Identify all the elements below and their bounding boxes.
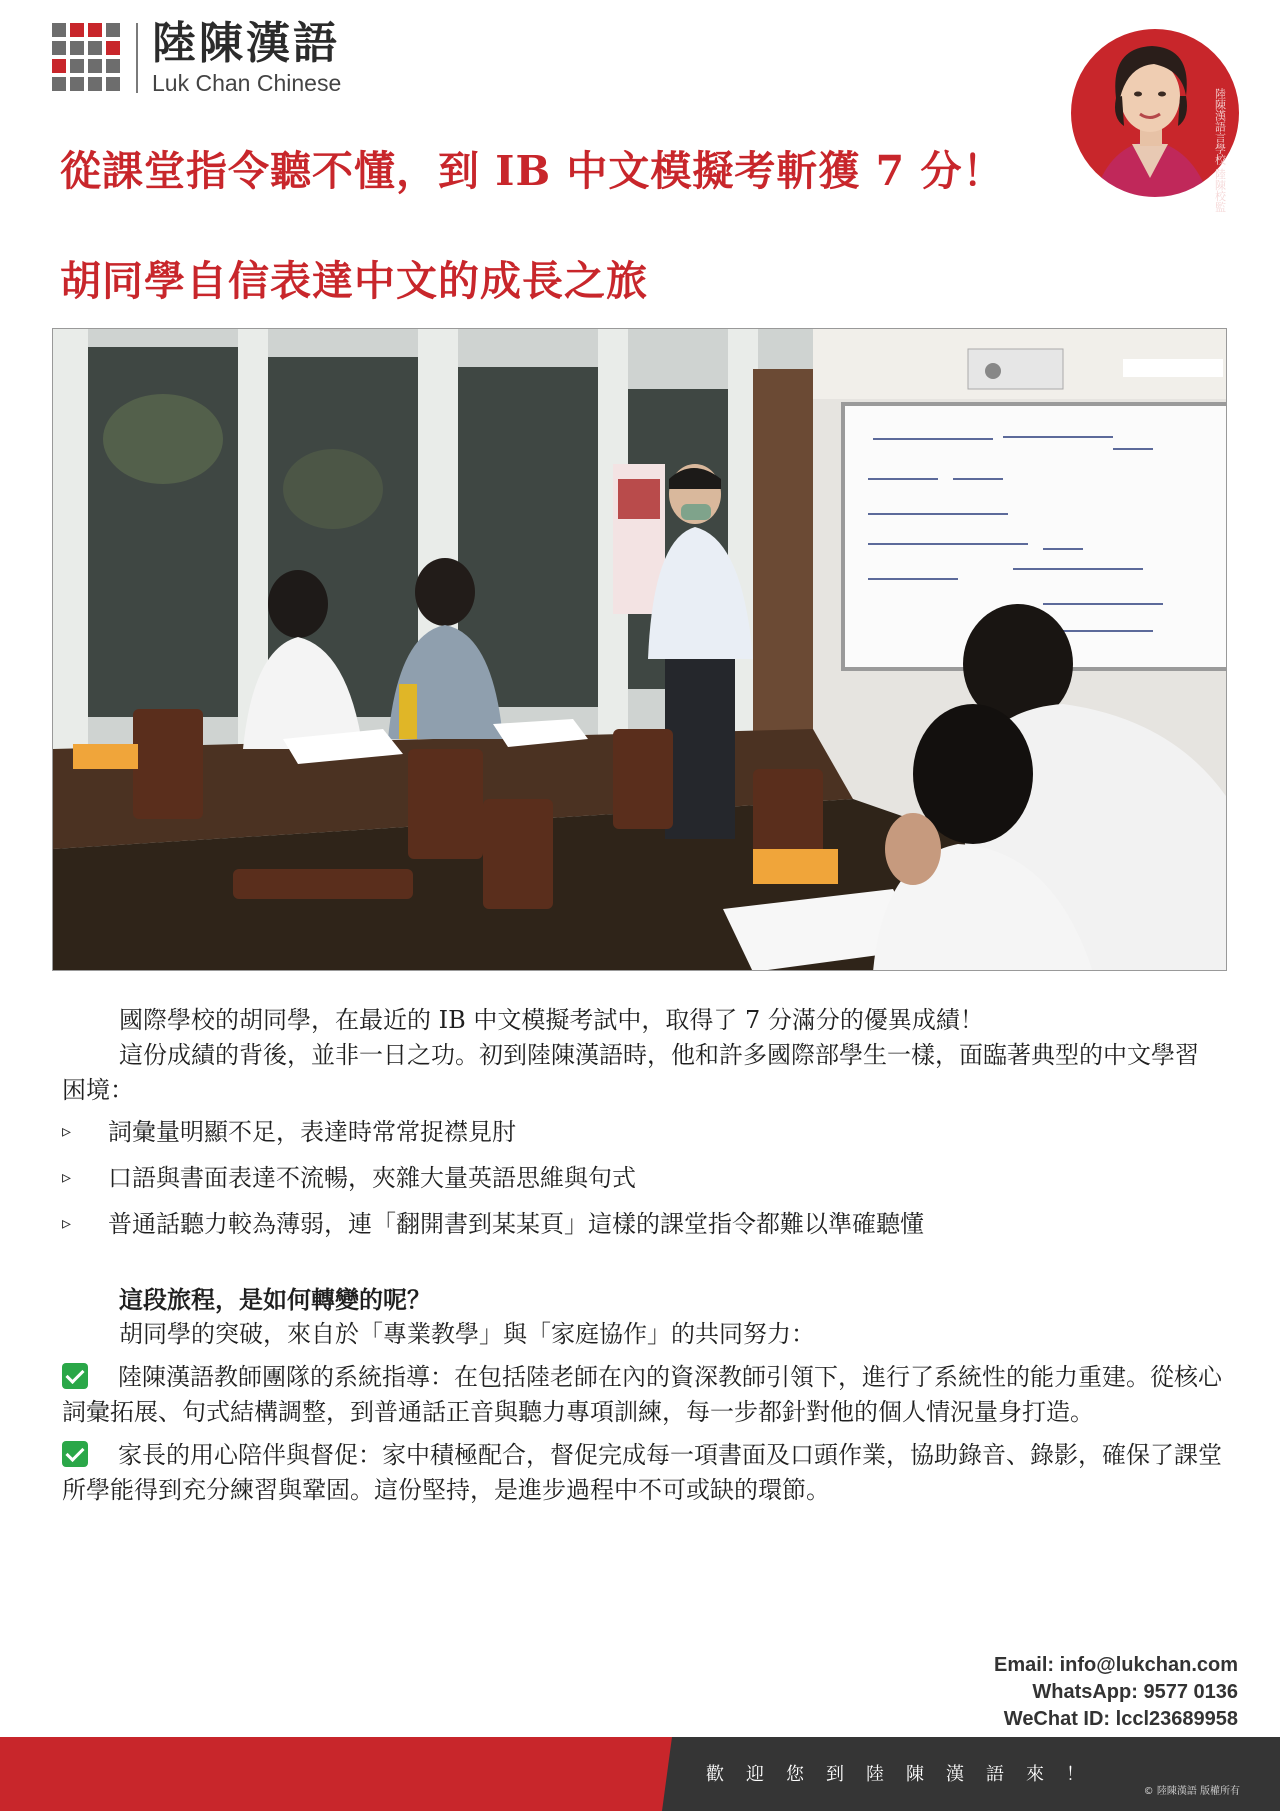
journey-section <box>62 1282 1222 1508</box>
list-item <box>62 1116 1222 1162</box>
journey-question: 這段旅程，是如何轉變的呢？ <box>119 1285 431 1314</box>
contact-whatsapp[interactable]: WhatsApp: 9577 0136 <box>1032 1681 1238 1703</box>
principal-portrait <box>1070 18 1240 218</box>
journey-lead: 胡同學的突破，來自於「專業教學」與「家庭協作」的共同努力： <box>119 1320 815 1348</box>
list-item <box>62 1208 1222 1254</box>
footer-red-band <box>0 1737 672 1811</box>
journey-point-teaching <box>62 1360 1222 1430</box>
intro-paragraph-1: 國際學校的胡同學，在最近的 IB 中文模擬考試中，取得了 7 分滿分的優異成績！ <box>119 1006 984 1034</box>
triangle-bullet-icon: ▹ <box>62 1213 72 1234</box>
difficulty-text: 詞彙量明顯不足，表達時常常捉襟見肘 <box>108 1118 516 1146</box>
intro-section <box>62 1003 1222 1108</box>
brand-name-zh: 陸陳漢語 <box>152 17 340 69</box>
check-mark-icon <box>62 1363 88 1389</box>
brand-logo <box>52 17 342 96</box>
intro-paragraph-2: 這份成績的背後，並非一日之功。初到陸陳漢語時，他和許多國際部學生一樣，面臨著典型的中文學習困境： <box>62 1041 1199 1104</box>
journey-point-family <box>62 1438 1222 1508</box>
journey-point-text: 陸陳漢語教師團隊的系統指導：在包括陸老師在內的資深教師引領下，進行了系統性的能力重建。從核心詞彙拓展、句式結構調整，到普通話正音與聽力專項訓練，每一步都針對他的個人情況量身打造。 <box>62 1363 1222 1426</box>
triangle-bullet-icon: ▹ <box>62 1167 72 1188</box>
footer-slogan: 歡迎您到陸陳漢語來！ <box>706 1764 1106 1785</box>
check-mark-icon <box>62 1441 88 1467</box>
logo-text <box>152 17 342 96</box>
difficulties-list <box>62 1116 1222 1254</box>
contact-block <box>994 1652 1238 1733</box>
journey-point-text: 家長的用心陪伴與督促：家中積極配合，督促完成每一項書面及口頭作業，協助錄音、錄影，確保了課堂所學能得到充分練習與鞏固。這份堅持，是進步過程中不可或缺的環節。 <box>62 1441 1222 1504</box>
page-subtitle: 胡同學自信表達中文的成長之旅 <box>60 257 648 305</box>
logo-grid-icon <box>52 23 120 93</box>
brand-name-en: Luk Chan Chinese <box>152 69 342 96</box>
list-item <box>62 1162 1222 1208</box>
classroom-photo <box>52 328 1227 971</box>
logo-divider <box>136 23 138 93</box>
portrait-caption: 陸陳漢語言學校 陸陳校監 <box>1213 88 1227 213</box>
difficulty-text: 口語與書面表達不流暢，夾雜大量英語思維與句式 <box>108 1164 636 1192</box>
footer-copyright: © 陸陳漢語 版權所有 <box>1143 1786 1240 1797</box>
contact-email[interactable]: Email: info@lukchan.com <box>994 1654 1238 1676</box>
triangle-bullet-icon: ▹ <box>62 1121 72 1142</box>
difficulty-text: 普通話聽力較為薄弱，連「翻開書到某某頁」這樣的課堂指令都難以準確聽懂 <box>108 1210 924 1238</box>
contact-wechat[interactable]: WeChat ID: lccl23689958 <box>1003 1708 1238 1730</box>
page-title: 從課堂指令聽不懂，到 IB 中文模擬考斬獲 7 分！ <box>60 147 1005 195</box>
